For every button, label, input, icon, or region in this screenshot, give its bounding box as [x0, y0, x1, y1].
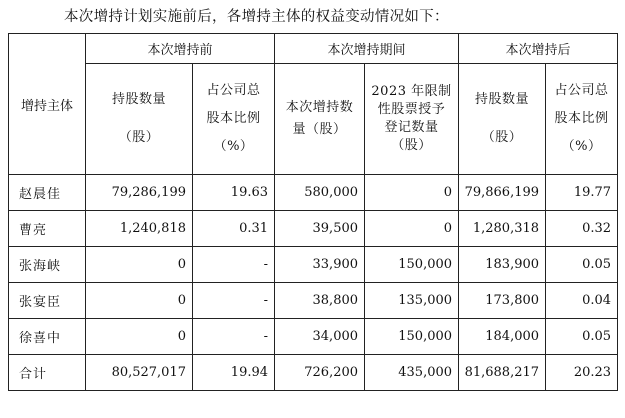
header-before-ratio-line3: （%） [213, 139, 254, 154]
cell-name: 徐喜中 [9, 319, 86, 355]
header-during-restricted-line4: （股） [391, 138, 432, 153]
cell-after-ratio: 0.32 [546, 211, 618, 247]
cell-after-ratio: 0.05 [546, 247, 618, 283]
header-during-shares-text: 本次增持数量（股） [285, 100, 354, 137]
cell-before-ratio: - [193, 247, 275, 283]
header-after-ratio-line1: 占公司总 [554, 83, 609, 98]
header-during-restricted-line1: 2023 年限制 [371, 84, 452, 99]
table-row [9, 211, 618, 247]
header-group-before: 本次增持前 [86, 34, 275, 64]
header-after-ratio [546, 64, 618, 175]
cell-before-shares: 1,240,818 [86, 211, 193, 247]
cell-after-shares: 173,800 [459, 283, 546, 319]
header-during-restricted [365, 64, 459, 175]
header-subject: 增持主体 [9, 34, 86, 175]
header-after-shares-line2: （股） [481, 130, 523, 145]
cell-before-ratio: 0.31 [193, 211, 275, 247]
cell-during-shares: 39,500 [275, 211, 365, 247]
header-before-shares [86, 64, 193, 175]
header-during-restricted-line3: 登记数量 [384, 120, 439, 135]
cell-before-ratio: - [193, 283, 275, 319]
cell-name: 曹亮 [9, 211, 86, 247]
table-row [9, 247, 618, 283]
cell-after-shares: 1,280,318 [459, 211, 546, 247]
table-row-total [9, 355, 618, 391]
equity-change-table [8, 33, 618, 391]
header-after-shares [459, 64, 546, 175]
cell-after-shares: 79,866,199 [459, 175, 546, 211]
header-after-ratio-line3: （%） [561, 139, 602, 154]
header-group-after: 本次增持后 [459, 34, 618, 64]
header-after-shares-line1: 持股数量 [475, 92, 530, 107]
cell-before-shares: 79,286,199 [86, 175, 193, 211]
cell-during-restricted: 135,000 [365, 283, 459, 319]
intro-text: 本次增持计划实施前后，各增持主体的权益变动情况如下： [64, 9, 449, 25]
cell-before-shares: 0 [86, 319, 193, 355]
cell-after-shares: 183,900 [459, 247, 546, 283]
cell-before-ratio: - [193, 319, 275, 355]
header-before-ratio-line2: 股本比例 [206, 111, 261, 126]
cell-during-restricted: 150,000 [365, 247, 459, 283]
cell-after-ratio: 0.05 [546, 319, 618, 355]
cell-during-shares: 580,000 [275, 175, 365, 211]
cell-before-shares: 80,527,017 [86, 355, 193, 391]
cell-during-restricted: 0 [365, 211, 459, 247]
header-during-shares [275, 64, 365, 175]
cell-after-ratio: 19.77 [546, 175, 618, 211]
cell-during-restricted: 435,000 [365, 355, 459, 391]
cell-after-shares: 184,000 [459, 319, 546, 355]
cell-during-shares: 34,000 [275, 319, 365, 355]
header-before-shares-line1: 持股数量 [111, 92, 166, 107]
cell-before-shares: 0 [86, 247, 193, 283]
cell-before-ratio: 19.63 [193, 175, 275, 211]
header-after-ratio-line2: 股本比例 [554, 111, 609, 126]
header-before-ratio-line1: 占公司总 [206, 83, 261, 98]
cell-after-ratio: 0.04 [546, 283, 618, 319]
cell-before-shares: 0 [86, 283, 193, 319]
header-before-shares-line2: （股） [118, 130, 160, 145]
cell-name: 赵晨佳 [9, 175, 86, 211]
table-row [9, 319, 618, 355]
table-row [9, 175, 618, 211]
cell-during-restricted: 150,000 [365, 319, 459, 355]
table-row [9, 283, 618, 319]
cell-during-shares: 33,900 [275, 247, 365, 283]
cell-during-shares: 38,800 [275, 283, 365, 319]
cell-name: 张宴臣 [9, 283, 86, 319]
cell-after-shares: 81,688,217 [459, 355, 546, 391]
cell-after-ratio: 20.23 [546, 355, 618, 391]
header-during-restricted-line2: 性股票授予 [377, 102, 446, 117]
header-group-during: 本次增持期间 [275, 34, 459, 64]
cell-during-shares: 726,200 [275, 355, 365, 391]
cell-during-restricted: 0 [365, 175, 459, 211]
cell-name: 张海峡 [9, 247, 86, 283]
cell-before-ratio: 19.94 [193, 355, 275, 391]
header-before-ratio [193, 64, 275, 175]
cell-name: 合计 [9, 355, 86, 391]
